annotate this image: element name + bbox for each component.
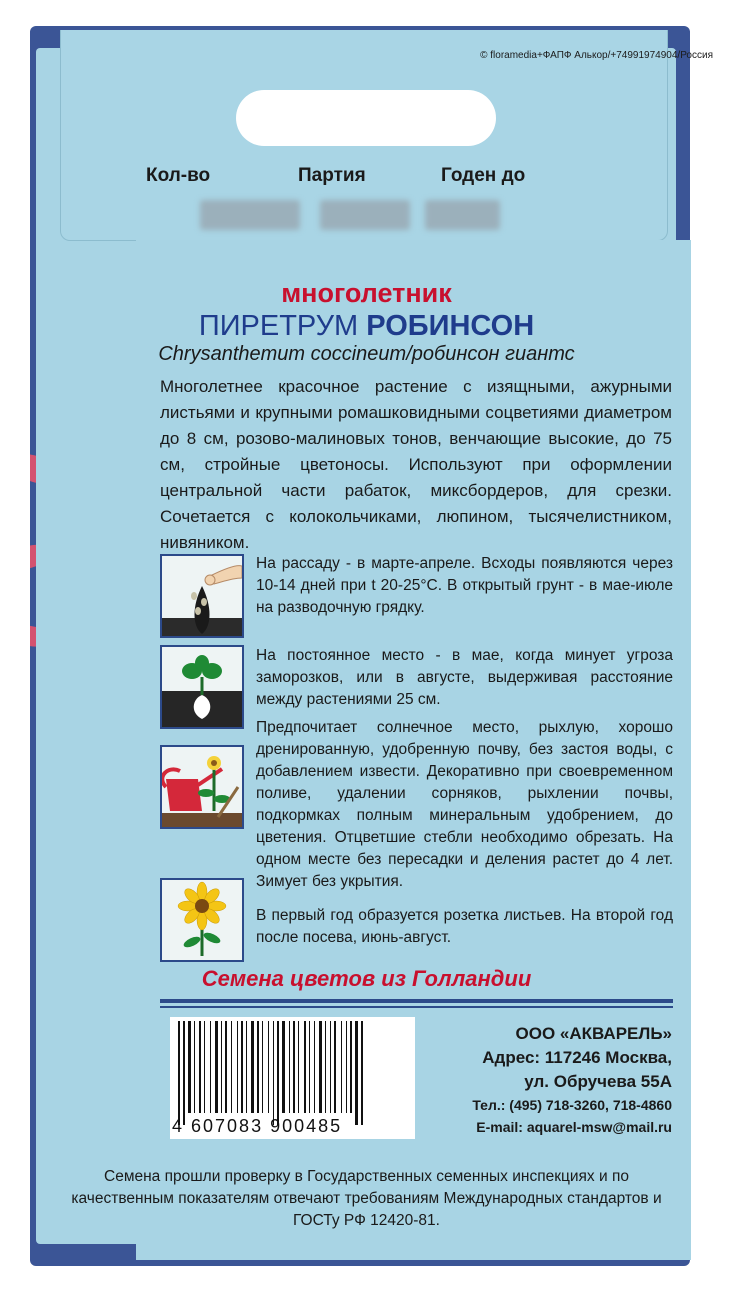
barcode [170, 1017, 415, 1139]
barcode-bar [237, 1021, 238, 1113]
barcode-bar [178, 1021, 180, 1125]
company-info [420, 1022, 672, 1138]
product-description: Многолетнее красочное растение с изящными, ажурными листьями и крупными ромашковидными соцветиями диаметром до 8 см, розово-малиновых тонов, венчающие высокие, до 75 см, стройные цветоносы. Используют при оформлении центральной части рабаток, миксбордеров, для срезки. Сочетается с колокольчиками, люпином, тысячелистником, нивяником. [160, 377, 672, 552]
quantity-label: Кол-во [146, 165, 211, 186]
barcode-bar [341, 1021, 342, 1113]
company-address-2: ул. Обручева 55А [524, 1072, 672, 1091]
barcode-bar [273, 1021, 274, 1125]
barcode-bar [225, 1021, 227, 1113]
barcode-bar [289, 1021, 290, 1113]
barcode-bar [231, 1021, 232, 1113]
barcode-bar [204, 1021, 205, 1113]
latin-name: Chrysanthemum coccineum/робинсон гиантс [158, 343, 575, 365]
product-title [0, 310, 733, 343]
copyright-text: © floramedia+ФАПФ Алькор/+74991974904/Россия [480, 50, 713, 61]
barcode-bar [194, 1021, 195, 1113]
barcode-bar [309, 1021, 310, 1113]
barcode-bar [210, 1021, 211, 1113]
barcode-bar [188, 1021, 191, 1113]
step-care-text: Предпочитает солнечное место, рыхлую, хорошо дренированную, удобренную почву, без застоя воды, с добавлением извести. Декоративно при своевременном поливе, удалении сорняков, рыхлении почвы, подкормках полным минеральным удобрением, до цветения. Отцветшие стебли необходимо обрезать. На одном месте без пересадки и деления растет до 4 лет. Зимует без укрытия. [256, 719, 673, 890]
barcode-number: 4 607083 900485 [172, 1116, 343, 1136]
barcode-bar [215, 1021, 218, 1113]
seedling-icon [160, 645, 244, 729]
hang-hole [236, 90, 496, 146]
barcode-bar [355, 1021, 358, 1125]
barcode-bar [257, 1021, 259, 1113]
step-sowing-text: На рассаду - в марте-апреле. Всходы появляются через 10-14 дней при t 20-25°С. В открытый грунт - в мае-июле на разводочную грядку. [256, 555, 673, 616]
step-planting-text: На постоянное место - в мае, когда минует угроза заморозков, или в августе, выдерживая расстояние между растениями 25 см. [256, 647, 673, 708]
product-name-prefix: ПИРЕТРУМ [198, 310, 359, 342]
company-phone: Тел.: (495) 718-3260, 718-4860 [472, 1097, 672, 1113]
blurred-expiry-value [425, 200, 500, 230]
barcode-bar [246, 1021, 247, 1113]
blurred-batch-value [320, 200, 410, 230]
barcode-bar [277, 1021, 279, 1125]
barcode-bar [319, 1021, 322, 1113]
barcode-bar [268, 1021, 269, 1113]
divider-thick [160, 999, 673, 1003]
barcode-bar [183, 1021, 185, 1125]
barcode-bar [314, 1021, 315, 1113]
product-name-main: РОБИНСОН [366, 310, 535, 342]
barcode-bar [298, 1021, 299, 1113]
barcode-bar [330, 1021, 331, 1113]
company-address-1: Адрес: 117246 Москва, [482, 1048, 672, 1067]
product-category: многолетник [281, 278, 452, 308]
barcode-bar [262, 1021, 263, 1113]
company-email: E-mail: aquarel-msw@mail.ru [476, 1119, 672, 1135]
step-flowering-text: В первый год образуется розетка листьев. На второй год после посева, июнь-август. [256, 907, 673, 946]
origin-slogan: Семена цветов из Голландии [201, 966, 532, 991]
barcode-bar [325, 1021, 326, 1113]
barcode-bar [361, 1021, 363, 1125]
blurred-quantity-value [200, 200, 300, 230]
barcode-bar [293, 1021, 295, 1113]
flower-icon [160, 878, 244, 962]
expiry-label: Годен до [441, 165, 526, 186]
barcode-bar [199, 1021, 201, 1113]
watering-can-icon [160, 745, 244, 829]
barcode-bar [350, 1021, 352, 1113]
company-name: ООО «АКВАРЕЛЬ» [515, 1024, 672, 1043]
barcode-bar [346, 1021, 347, 1113]
barcode-bar [334, 1021, 336, 1113]
barcode-bar [221, 1021, 222, 1113]
certification-note: Семена прошли проверку в Государственных семенных инспекциях и по качественным показателям отвечают требованиям Международных стандартов и ГОСТу РФ 12420-81. [71, 1168, 662, 1229]
batch-label: Партия [298, 165, 366, 186]
barcode-bar [282, 1021, 285, 1113]
barcode-bar [241, 1021, 243, 1113]
divider-thin [160, 1006, 673, 1008]
barcode-bar [304, 1021, 306, 1113]
sowing-hand-icon [160, 554, 244, 638]
barcode-bar [251, 1021, 254, 1113]
